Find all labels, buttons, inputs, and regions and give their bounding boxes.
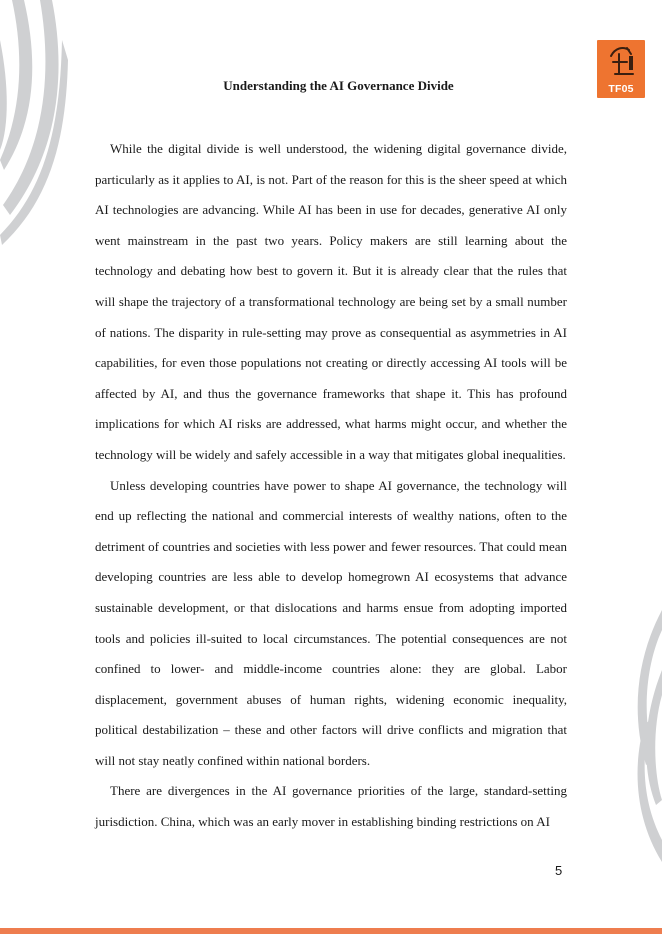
paragraph-3: There are divergences in the AI governance priorities of the large, standard-setting jurisdiction. China, which was an early mover in establishing binding restrictions on AI: [95, 783, 567, 830]
page-title: Understanding the AI Governance Divide: [223, 78, 454, 93]
logo-label: TF05: [608, 83, 634, 95]
decorative-arc-stripes-left: [0, 0, 70, 250]
footer-bar: [0, 928, 662, 934]
paragraph-2: Unless developing countries have power to shape AI governance, the technology will end up reflecting the national and commercial interests of wealthy nations, often to the detriment of countries and societies with less power and fewer resources. That could mean developing countries are less able to develop homegrown AI ecosystems that advance sustainable development, or that dislocations and harms ensue from adopting imported tools and policies ill-suited to local circumstances. The potential consequences are not confined to lower- and middle-income countries alone: they are global. Labor displacement, government abuses of human rights, widening economic inequality, political destabilization – these and other factors will drive conflicts and migration that will not stay neatly confined within national borders.: [95, 477, 567, 768]
decorative-arc-stripes-right: [610, 600, 662, 870]
tf05-logo: [597, 40, 645, 98]
page-number: 5: [555, 863, 563, 878]
paragraph-1: While the digital divide is well understood, the widening digital governance divide, particularly as it applies to AI, is not. Part of the reason for this is the sheer speed at which AI technologies are advancing. While AI has been in use for decades, generative AI only went mainstream in the past two years. Policy makers are still learning about the technology and debating how best to govern it. But it is already clear that the rules that will shape the trajectory of a transformational technology are being set by a small number of nations. The disparity in rule-setting may prove as consequential as asymmetries in AI capabilities, for even those populations not creating or directly accessing AI tools will be affected by AI, and thus the governance frameworks that shape it. This has profound implications for which AI risks are addressed, what harms might occur, and whether the technology will be widely and safely accessible in a way that mitigates global inequalities.: [95, 141, 567, 462]
body-text: [95, 134, 567, 838]
task-force-emblem-icon: [597, 40, 645, 82]
